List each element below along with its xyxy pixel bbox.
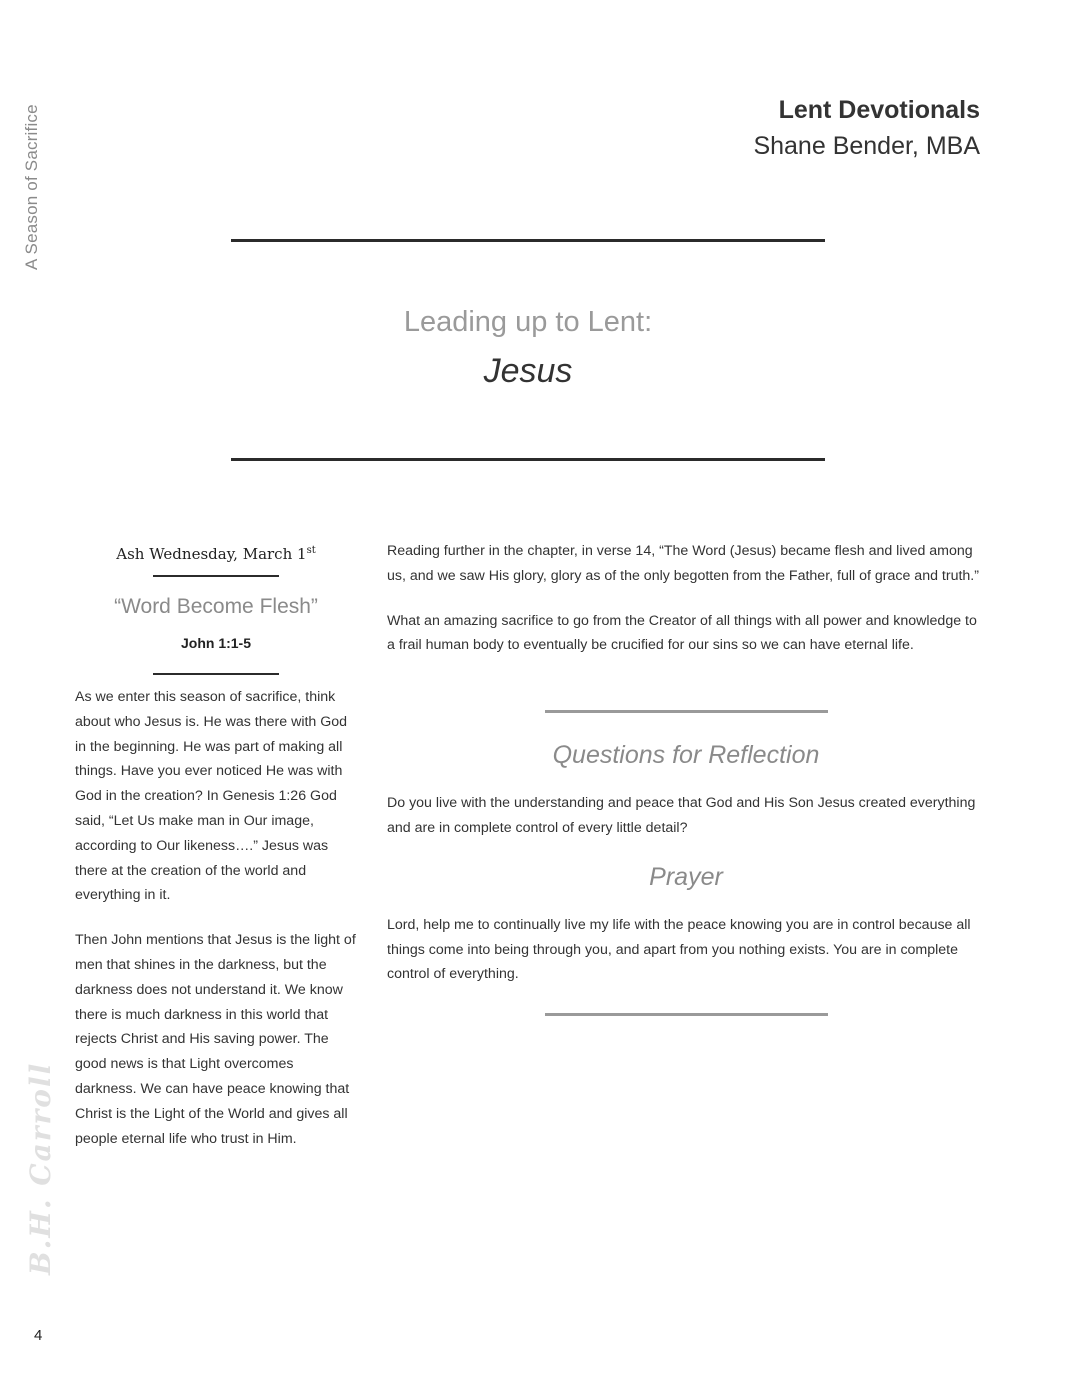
document-title: Lent Devotionals [778,96,980,124]
section-name: Jesus [483,352,573,390]
day-heading [75,545,357,563]
scripture-divider [153,673,279,675]
running-title: A Season of Sacrifice [22,104,41,270]
section-lead: Leading up to Lent: [403,306,653,338]
prayer-text: Lord, help me to continually live my life with the peace knowing you are in control because all things come into being through you, and apart from you nothing exists. You are in complete control of everything. [387,916,971,983]
signature-watermark: B.H. Carroll [24,1061,57,1275]
body-paragraph: Reading further in the chapter, in verse 14, “The Word (Jesus) became flesh and lived among us, and we saw His glory, glory as of the only begotten from the Father, full of grace and truth.” [387,543,979,584]
reflection-heading: Questions for Reflection [552,741,820,770]
day-heading-suffix: st [306,545,316,556]
left-column [75,543,357,1151]
body-paragraph: As we enter this season of sacrifice, think about who Jesus is. He was there with God in the beginning. He was part of making all things. Have you ever noticed He was with God in the creation? In Genesis 1:26 God said, “Let Us make man in Our image, according to Our likeness….” Jesus was there at the creation of the world and everything in it. [75,689,348,904]
document-header [753,94,980,164]
day-heading-text: Ash Wednesday, March 1 [116,545,307,563]
body-paragraph: What an amazing sacrifice to go from the Creator of all things with all power and knowledge to a frail human body to eventually be crucified for our sins so we can have eternal life. [387,612,977,654]
reflection-divider [545,710,828,713]
author-name: Shane Bender, MBA [753,132,980,160]
page-number: 4 [34,1327,43,1344]
prayer-heading: Prayer [649,862,723,891]
reflection-text: Do you live with the understanding and peace that God and His Son Jesus created everything and are in complete control of every little detail? [387,795,976,836]
heading-divider [153,575,279,577]
right-column [387,539,985,1016]
scripture-reference: John 1:1-5 [180,635,251,651]
section-bottom-divider [231,458,825,461]
section-top-divider [231,239,825,242]
section-title [231,303,825,395]
devotion-title: “Word Become Flesh” [114,595,318,618]
closing-divider [545,1013,828,1016]
body-paragraph: Then John mentions that Jesus is the light of men that shines in the darkness, but the darkness does not understand it. We know there is much darkness in this world that rejects Christ and His saving power. The good news is that Light overcomes darkness. We can have peace knowing that Christ is the Light of the World and gives all people eternal life who trust in Him. [75,932,356,1147]
